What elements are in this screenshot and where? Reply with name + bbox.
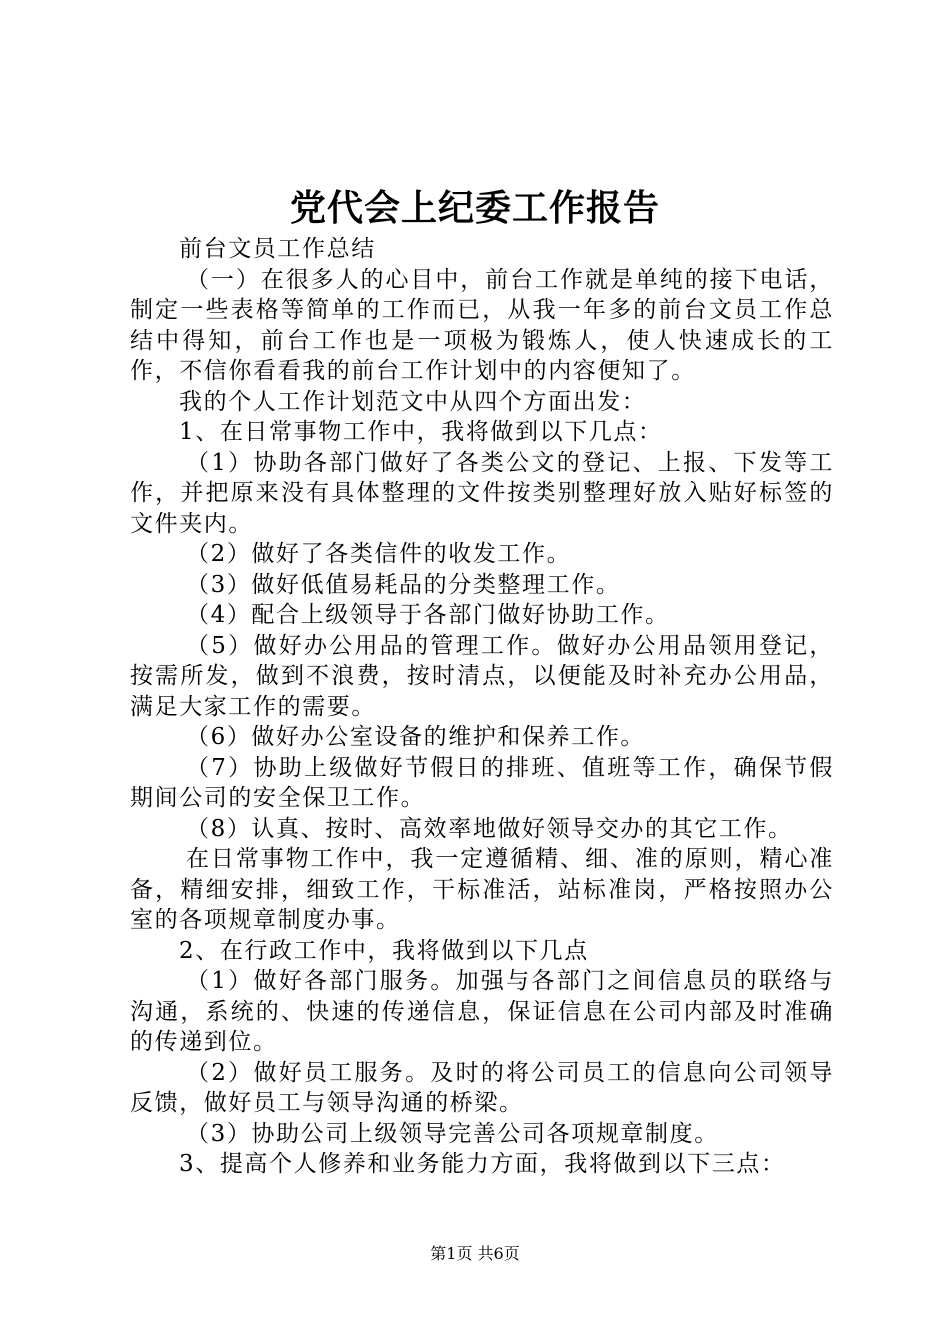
- paragraph: （4）配合上级领导于各部门做好协助工作。: [186, 602, 670, 628]
- paragraph: 在日常事物工作中，我一定遵循精、细、准的原则，精心准备，精细安排，细致工作，干标准活，站标准岗，严格按照办公室的各项规章制度办事。: [130, 846, 834, 933]
- paragraph: 2、在行政工作中，我将做到以下几点: [179, 937, 589, 964]
- paragraph: （8）认真、按时、高效率地做好领导交办的其它工作。: [186, 815, 793, 842]
- paragraph: （7）协助上级做好节假日的排班、值班等工作，确保节假期间公司的安全保卫工作。: [130, 754, 834, 811]
- paragraph: 3、提高个人修养和业务能力方面，我将做到以下三点：: [179, 1151, 786, 1177]
- paragraph: （1）做好各部门服务。加强与各部门之间信息员的联络与沟通，系统的、快速的传递信息，保证信息在公司内部及时准确的传递到位。: [130, 968, 834, 1055]
- paragraph: 我的个人工作计划范文中从四个方面出发：: [179, 388, 647, 415]
- paragraph: （6）做好办公室设备的维护和保养工作。: [186, 724, 646, 750]
- document-body: [130, 234, 834, 1180]
- paragraph: （3）协助公司上级领导完善公司各项规章制度。: [186, 1120, 719, 1147]
- paragraph-heading: 前台文员工作总结: [179, 236, 376, 262]
- paragraph: （一）在很多人的心目中，前台工作就是单纯的接下电话，制定一些表格等简单的工作而已，从我一年多的前台文员工作总结中得知，前台工作也是一项极为锻炼人，使人快速成长的工作，不信你看看我的前台工作计划中的内容便知了。: [130, 266, 834, 384]
- paragraph: （2）做好了各类信件的收发工作。: [186, 541, 572, 567]
- paragraph: （1）协助各部门做好了各类公文的登记、上报、下发等工作，并把原来没有具体整理的文件按类别整理好放入贴好标签的文件夹内。: [130, 449, 834, 537]
- document-title: 党代会上纪委工作报告: [289, 187, 660, 229]
- paragraph: （5）做好办公用品的管理工作。做好办公用品领用登记，按需所发，做到不浪费，按时清点，以便能及时补充办公用品，满足大家工作的需要。: [130, 632, 834, 720]
- paragraph: （3）做好低值易耗品的分类整理工作。: [186, 571, 621, 598]
- paragraph: （2）做好员工服务。及时的将公司员工的信息向公司领导反馈，做好员工与领导沟通的桥梁。: [130, 1059, 834, 1116]
- page-footer: 第1页 共6页: [430, 1244, 520, 1263]
- paragraph: 1、在日常事物工作中，我将做到以下几点：: [179, 419, 663, 445]
